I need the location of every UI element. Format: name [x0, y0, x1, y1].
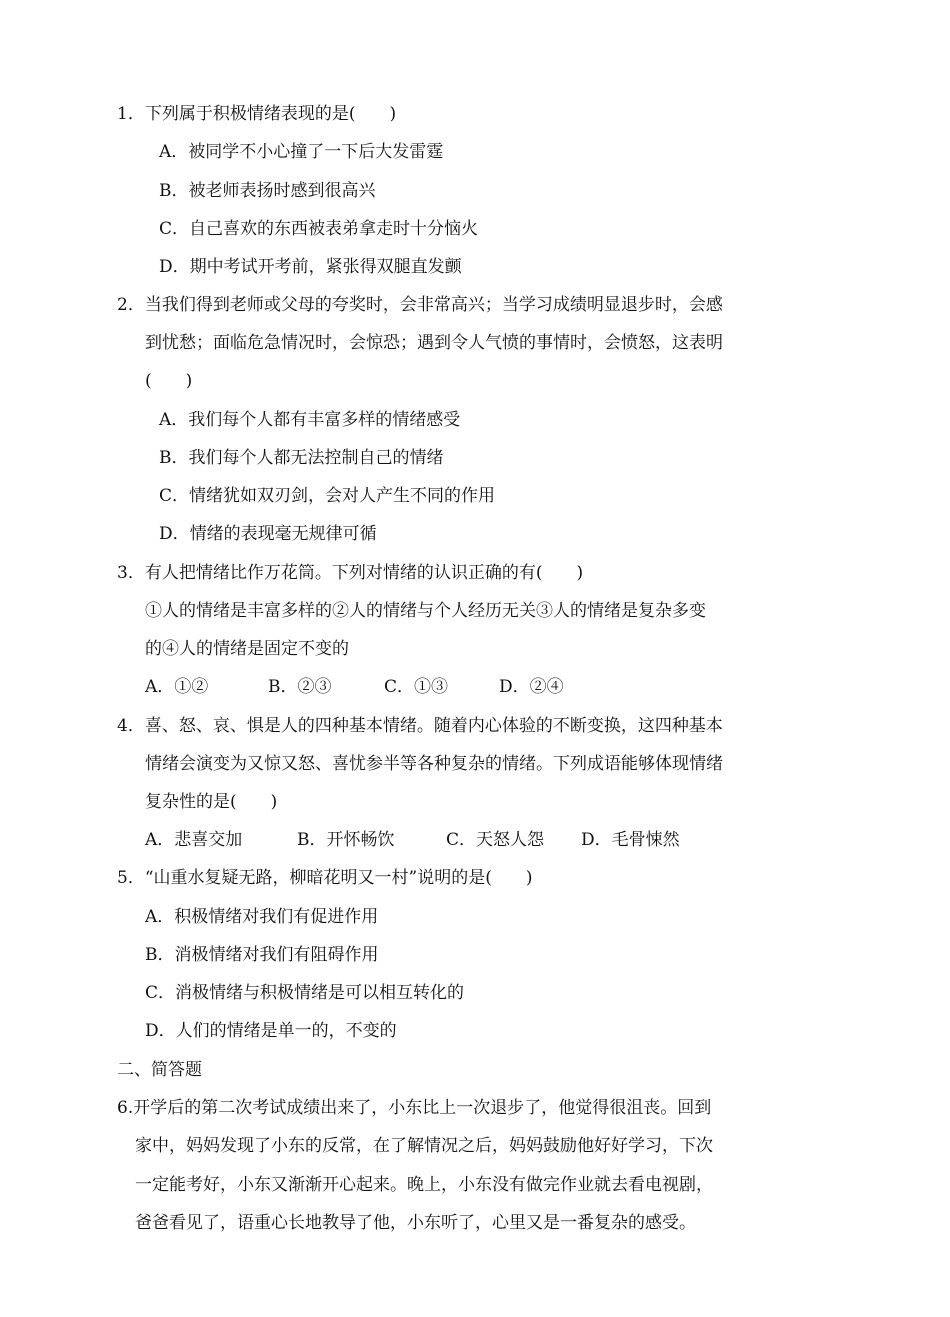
question-1-option-d: D．期中考试开考前，紧张得双腿直发颤 — [159, 257, 462, 277]
question-3-stem-line-2: ①人的情绪是丰富多样的②人的情绪与个人经历无关③人的情绪是复杂多变 — [145, 601, 706, 621]
question-4-stem-line-1: 4．喜、怒、哀、惧是人的四种基本情绪。随着内心体验的不断变换，这四种基本 — [117, 716, 723, 736]
question-2-stem-line-1: 2．当我们得到老师或父母的夸奖时，会非常高兴；当学习成绩明显退步时，会感 — [117, 295, 723, 315]
question-6-line-2: 家中，妈妈发现了小东的反常，在了解情况之后，妈妈鼓励他好好学习，下次 — [135, 1136, 713, 1156]
question-4-option-d: D．毛骨悚然 — [581, 830, 680, 850]
question-4-option-b: B．开怀畅饮 — [297, 830, 395, 850]
question-5-stem: 5．“山重水复疑无路，柳暗花明又一村”说明的是( ) — [117, 868, 533, 888]
section-heading: 二、简答题 — [117, 1060, 202, 1080]
question-3-option-d: D．②④ — [499, 677, 564, 697]
question-3-option-c: C．①③ — [384, 677, 449, 697]
question-3-stem-line-1: 3．有人把情绪比作万花筒。下列对情绪的认识正确的有( ) — [117, 563, 584, 583]
question-6-line-1: 6.开学后的第二次考试成绩出来了，小东比上一次退步了，他觉得很沮丧。回到 — [117, 1098, 712, 1118]
question-4-option-a: A．悲喜交加 — [145, 830, 243, 850]
question-3-options-row — [0, 676, 950, 698]
question-6-line-3: 一定能考好，小东又渐渐开心起来。晚上，小东没有做完作业就去看电视剧， — [135, 1175, 713, 1195]
question-2-option-d: D．情绪的表现毫无规律可循 — [159, 524, 377, 544]
question-5-option-a: A．积极情绪对我们有促进作用 — [145, 907, 379, 927]
question-2-option-c: C．情绪犹如双刃剑，会对人产生不同的作用 — [159, 486, 496, 506]
question-3-option-a: A．①② — [145, 677, 209, 697]
question-4-stem-line-3: 复杂性的是( ) — [145, 792, 278, 812]
question-1-stem: 1．下列属于积极情绪表现的是( ) — [117, 104, 397, 124]
question-2-option-a: A．我们每个人都有丰富多样的情绪感受 — [159, 410, 461, 430]
question-1-option-c: C．自己喜欢的东西被表弟拿走时十分恼火 — [159, 219, 479, 239]
question-4-stem-line-2: 情绪会演变为又惊又怒、喜忧参半等各种复杂的情绪。下列成语能够体现情绪 — [145, 754, 723, 774]
question-1-option-a: A．被同学不小心撞了一下后大发雷霆 — [159, 142, 444, 162]
question-2-option-b: B．我们每个人都无法控制自己的情绪 — [159, 448, 444, 468]
question-1-option-b: B．被老师表扬时感到很高兴 — [159, 181, 376, 201]
question-2-stem-line-2: 到忧愁；面临危急情况时，会惊恐；遇到令人气愤的事情时，会愤怒，这表明 — [145, 333, 723, 353]
question-4-options-row — [0, 829, 950, 851]
question-3-stem-line-3: 的④人的情绪是固定不变的 — [145, 639, 349, 659]
question-4-option-c: C．天怒人怨 — [446, 830, 545, 850]
question-3-option-b: B．②③ — [268, 677, 332, 697]
question-5-option-c: C．消极情绪与积极情绪是可以相互转化的 — [145, 983, 465, 1003]
question-2-stem-line-3: ( ) — [145, 371, 193, 391]
question-6-line-4: 爸爸看见了，语重心长地教导了他，小东听了，心里又是一番复杂的感受。 — [135, 1213, 696, 1233]
question-5-option-b: B．消极情绪对我们有阻碍作用 — [145, 945, 379, 965]
question-5-option-d: D．人们的情绪是单一的，不变的 — [145, 1021, 397, 1041]
